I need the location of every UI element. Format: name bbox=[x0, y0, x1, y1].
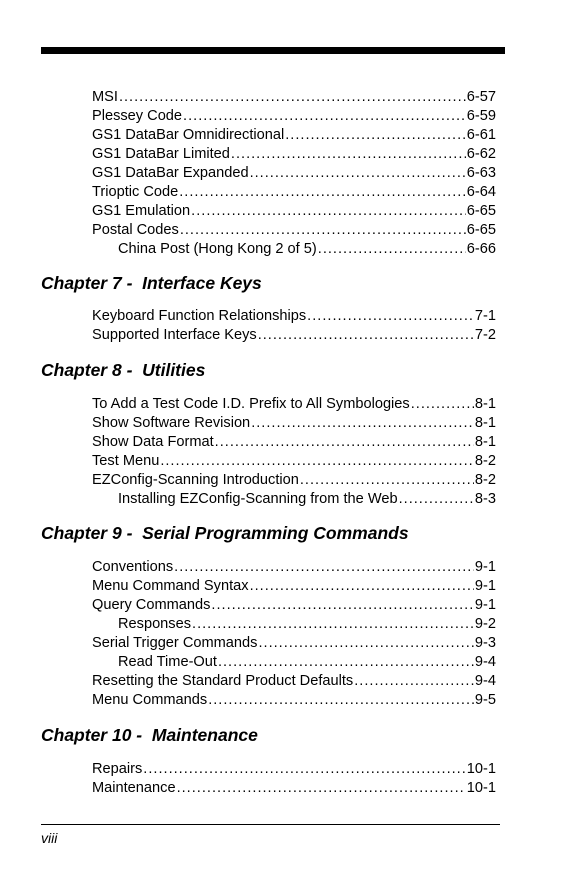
entry-page: 6-62 bbox=[466, 146, 496, 162]
toc-entry[interactable] bbox=[92, 145, 496, 164]
leader-dots bbox=[411, 395, 474, 414]
leader-dots bbox=[251, 414, 474, 433]
toc-entry[interactable] bbox=[92, 672, 496, 691]
toc-subentry[interactable] bbox=[118, 490, 496, 509]
entry-page: 8-2 bbox=[474, 472, 496, 488]
toc-entry[interactable] bbox=[92, 471, 496, 490]
entry-page: 9-5 bbox=[474, 692, 496, 708]
entry-title: Serial Trigger Commands bbox=[92, 635, 258, 651]
entry-page: 9-2 bbox=[474, 616, 496, 632]
entry-title: Plessey Code bbox=[92, 108, 183, 124]
footer-rule bbox=[41, 824, 500, 825]
entry-page: 6-61 bbox=[466, 127, 496, 143]
leader-dots bbox=[300, 471, 474, 490]
entry-page: 9-1 bbox=[474, 559, 496, 575]
entry-page: 6-63 bbox=[466, 165, 496, 181]
toc-entry[interactable] bbox=[92, 452, 496, 471]
chapter-heading: Chapter 10 - Maintenance bbox=[41, 725, 258, 745]
toc-entry[interactable] bbox=[92, 760, 496, 779]
leader-dots bbox=[258, 326, 474, 345]
chapter-heading: Chapter 8 - Utilities bbox=[41, 360, 206, 380]
leader-dots bbox=[160, 452, 474, 471]
toc-entry[interactable] bbox=[92, 202, 496, 221]
leader-dots bbox=[285, 126, 466, 145]
leader-dots bbox=[215, 433, 474, 452]
entry-page: 9-1 bbox=[474, 578, 496, 594]
entry-page: 8-1 bbox=[474, 415, 496, 431]
leader-dots bbox=[318, 240, 466, 259]
entry-title: Supported Interface Keys bbox=[92, 327, 257, 343]
chapter-heading: Chapter 7 - Interface Keys bbox=[41, 273, 262, 293]
toc-subentry[interactable] bbox=[118, 240, 496, 259]
leader-dots bbox=[208, 691, 474, 710]
entry-title: GS1 DataBar Expanded bbox=[92, 165, 249, 181]
toc-entry[interactable] bbox=[92, 395, 496, 414]
entry-title: China Post (Hong Kong 2 of 5) bbox=[118, 241, 317, 257]
entry-title: MSI bbox=[92, 89, 118, 105]
entry-page: 9-1 bbox=[474, 597, 496, 613]
toc-entry[interactable] bbox=[92, 596, 496, 615]
entry-title: To Add a Test Code I.D. Prefix to All Symbologies bbox=[92, 396, 410, 412]
entry-page: 9-4 bbox=[474, 673, 496, 689]
leader-dots bbox=[143, 760, 465, 779]
entry-title: Trioptic Code bbox=[92, 184, 179, 200]
entry-title: GS1 DataBar Limited bbox=[92, 146, 230, 162]
entry-title: GS1 DataBar Omnidirectional bbox=[92, 127, 285, 143]
toc-entry[interactable] bbox=[92, 577, 496, 596]
toc-entry[interactable] bbox=[92, 88, 496, 107]
leader-dots bbox=[231, 145, 466, 164]
toc-entry[interactable] bbox=[92, 126, 496, 145]
entry-title: Responses bbox=[118, 616, 192, 632]
leader-dots bbox=[218, 653, 474, 672]
leader-dots bbox=[119, 88, 466, 107]
leader-dots bbox=[177, 779, 466, 798]
toc-entry[interactable] bbox=[92, 164, 496, 183]
page-number: viii bbox=[41, 830, 58, 846]
entry-title: Test Menu bbox=[92, 453, 160, 469]
leader-dots bbox=[307, 307, 474, 326]
leader-dots bbox=[180, 221, 466, 240]
entry-title: Maintenance bbox=[92, 780, 176, 796]
leader-dots bbox=[250, 577, 474, 596]
leader-dots bbox=[258, 634, 473, 653]
toc-entry[interactable] bbox=[92, 414, 496, 433]
leader-dots bbox=[179, 183, 466, 202]
leader-dots bbox=[191, 202, 466, 221]
toc-entry[interactable] bbox=[92, 779, 496, 798]
toc-entry[interactable] bbox=[92, 691, 496, 710]
entry-page: 8-1 bbox=[474, 434, 496, 450]
entry-title: EZConfig-Scanning Introduction bbox=[92, 472, 299, 488]
leader-dots bbox=[399, 490, 474, 509]
toc-subentry[interactable] bbox=[118, 653, 496, 672]
leader-dots bbox=[183, 107, 466, 126]
entry-title: Menu Commands bbox=[92, 692, 208, 708]
entry-title: GS1 Emulation bbox=[92, 203, 191, 219]
leader-dots bbox=[211, 596, 473, 615]
leader-dots bbox=[174, 558, 474, 577]
entry-page: 8-2 bbox=[474, 453, 496, 469]
entry-title: Installing EZConfig-Scanning from the Web bbox=[118, 491, 398, 507]
toc-entry[interactable] bbox=[92, 326, 496, 345]
entry-title: Read Time-Out bbox=[118, 654, 217, 670]
entry-title: Keyboard Function Relationships bbox=[92, 308, 307, 324]
toc-entry[interactable] bbox=[92, 558, 496, 577]
entry-title: Conventions bbox=[92, 559, 174, 575]
entry-page: 6-64 bbox=[466, 184, 496, 200]
entry-page: 6-59 bbox=[466, 108, 496, 124]
entry-page: 7-1 bbox=[474, 308, 496, 324]
toc-subentry[interactable] bbox=[118, 615, 496, 634]
leader-dots bbox=[354, 672, 474, 691]
toc-entry[interactable] bbox=[92, 221, 496, 240]
entry-title: Query Commands bbox=[92, 597, 211, 613]
entry-title: Resetting the Standard Product Defaults bbox=[92, 673, 354, 689]
entry-page: 6-57 bbox=[466, 89, 496, 105]
toc-entry[interactable] bbox=[92, 634, 496, 653]
leader-dots bbox=[192, 615, 474, 634]
entry-title: Menu Command Syntax bbox=[92, 578, 249, 594]
leader-dots bbox=[250, 164, 466, 183]
entry-title: Show Software Revision bbox=[92, 415, 251, 431]
entry-page: 6-65 bbox=[466, 222, 496, 238]
entry-page: 8-1 bbox=[474, 396, 496, 412]
entry-title: Repairs bbox=[92, 761, 143, 777]
toc-entry[interactable] bbox=[92, 107, 496, 126]
entry-page: 6-66 bbox=[466, 241, 496, 257]
chapter-heading: Chapter 9 - Serial Programming Commands bbox=[41, 523, 409, 543]
entry-page: 6-65 bbox=[466, 203, 496, 219]
header-rule bbox=[41, 47, 505, 54]
toc-entry[interactable] bbox=[92, 433, 496, 452]
entry-page: 7-2 bbox=[474, 327, 496, 343]
entry-title: Postal Codes bbox=[92, 222, 179, 238]
entry-title: Show Data Format bbox=[92, 434, 214, 450]
entry-page: 9-4 bbox=[474, 654, 496, 670]
toc-entry[interactable] bbox=[92, 307, 496, 326]
entry-page: 8-3 bbox=[474, 491, 496, 507]
toc-entry[interactable] bbox=[92, 183, 496, 202]
entry-page: 10-1 bbox=[466, 780, 496, 796]
entry-page: 9-3 bbox=[474, 635, 496, 651]
entry-page: 10-1 bbox=[466, 761, 496, 777]
